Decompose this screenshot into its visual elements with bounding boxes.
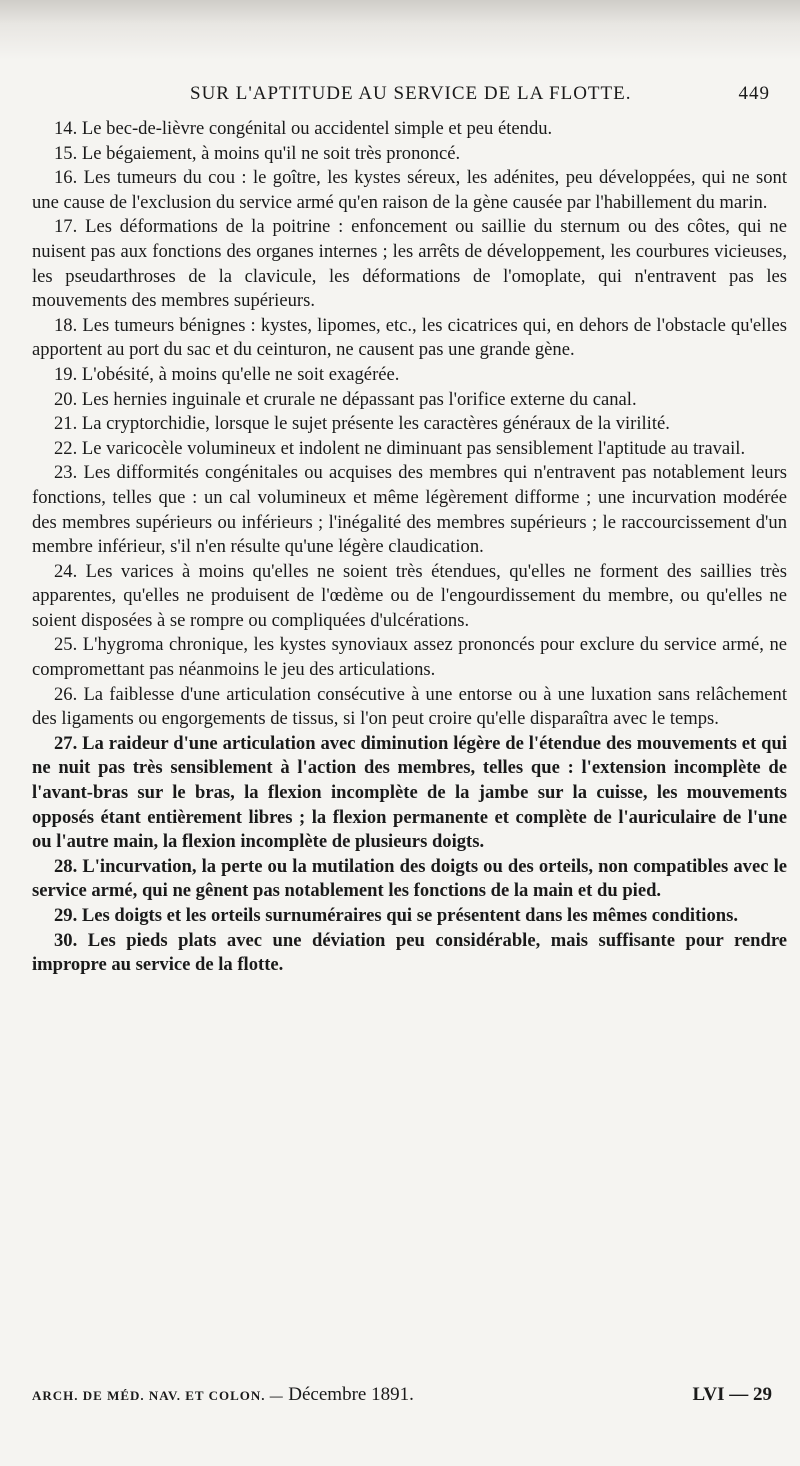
footer-journal: ARCH. DE MÉD. NAV. ET COLON. — <box>32 1388 284 1403</box>
paragraph-26: 26. La faiblesse d'une articulation consécutive à une entorse ou à une luxation sans relâchement des ligaments ou engorgements de tissus, si l'on peut croire qu'elle disparaîtra avec le temps. <box>32 683 787 730</box>
article-body <box>32 117 787 978</box>
paragraph-28: 28. L'incurvation, la perte ou la mutilation des doigts ou des orteils, non compatibles avec le service armé, qui ne gênent pas notablement les fonctions de la main et du pied. <box>32 855 787 902</box>
header-title: SUR L'APTITUDE AU SERVICE DE LA FLOTTE. <box>190 83 632 104</box>
paragraph-21: 21. La cryptorchidie, lorsque le sujet présente les caractères généraux de la virilité. <box>54 413 670 435</box>
paragraph-15: 15. Le bégaiement, à moins qu'il ne soit très prononcé. <box>54 142 461 164</box>
scan-shadow <box>0 0 800 60</box>
page-footer <box>32 1384 772 1406</box>
footer-signature: LVI — 29 <box>692 1384 772 1405</box>
footer-date: Décembre 1891. <box>288 1384 414 1405</box>
running-header <box>190 83 770 105</box>
paragraph-18: 18. Les tumeurs bénignes : kystes, lipomes, etc., les cicatrices qui, en dehors de l'obstacle qu'elles apportent au port du sac et du ceinturon, ne causent pas une grande gène. <box>32 314 787 361</box>
paragraph-17: 17. Les déformations de la poitrine : enfoncement ou saillie du sternum ou des côtes, qui ne nuisent pas aux fonctions des organes internes ; les arrêts de développement, les courbures vicieuses, les pseudarthroses de la clavicule, les déformations de l'omoplate, qui n'entravent pas les mouvements des membres supérieurs. <box>32 216 787 312</box>
paragraph-22: 22. Le varicocèle volumineux et indolent ne diminuant pas sensiblement l'aptitude au travail. <box>54 437 746 459</box>
paragraph-29: 29. Les doigts et les orteils surnuméraires qui se présentent dans les mêmes conditions. <box>54 905 738 926</box>
paragraph-14: 14. Le bec-de-lièvre congénital ou accidentel simple et peu étendu. <box>54 118 553 139</box>
paragraph-20: 20. Les hernies inguinale et crurale ne dépassant pas l'orifice externe du canal. <box>54 388 637 410</box>
paragraph-30: 30. Les pieds plats avec une déviation peu considérable, mais suffisante pour rendre impropre au service de la flotte. <box>32 929 787 976</box>
page-number: 449 <box>738 83 770 104</box>
paragraph-25: 25. L'hygroma chronique, les kystes synoviaux assez prononcés pour exclure du service armé, ne compromettant pas néanmoins le jeu des articulations. <box>32 634 787 681</box>
paragraph-19: 19. L'obésité, à moins qu'elle ne soit exagérée. <box>54 363 400 385</box>
paragraph-27: 27. La raideur d'une articulation avec diminution légère de l'étendue des mouvements et qui ne nuit pas très sensiblement à l'action des membres, telles que : l'extension incomplète de l'avant-bras sur le bras, la flexion incomplète de la jambe sur la cuisse, les mouvements opposés étant entièrement libres ; la flexion permanente et complète de l'auriculaire de l'une ou l'autre main, la flexion incomplète de plusieurs doigts. <box>32 732 787 853</box>
paragraph-23: 23. Les difformités congénitales ou acquises des membres qui n'entravent pas notablement leurs fonctions, telles que : un cal volumineux et même légèrement difforme ; une incurvation modérée des membres supérieurs ou inférieurs ; l'inégalité des membres supérieurs ; le raccourcissement d'un membre inférieur, s'il n'en résulte qu'une légère claudication. <box>32 462 787 558</box>
paragraph-16: 16. Les tumeurs du cou : le goître, les kystes séreux, les adénites, peu développées, qui ne sont une cause de l'exclusion du service armé qu'en raison de la gène causée par l'habillement du marin. <box>32 167 787 213</box>
paragraph-24: 24. Les varices à moins qu'elles ne soient très étendues, qu'elles ne forment des saillies très apparentes, qu'elles ne produisent de l'œdème ou de l'engourdissement du membre, ou qu'elles ne soient disposées à se rompre ou compliquées d'ulcérations. <box>32 560 787 631</box>
